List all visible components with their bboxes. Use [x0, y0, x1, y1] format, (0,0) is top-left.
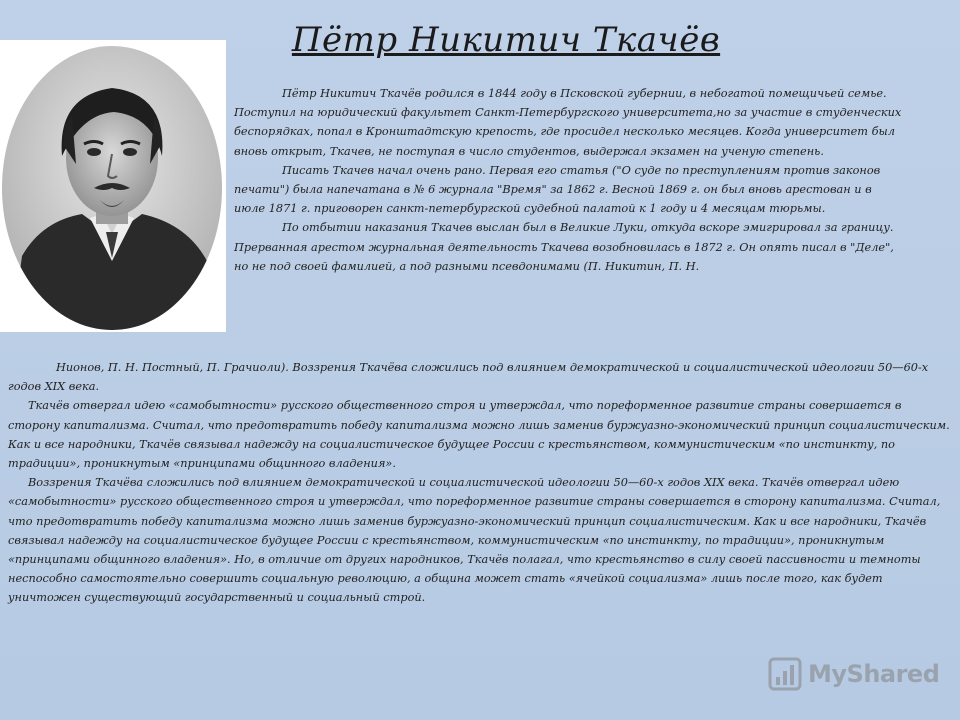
body-text: [8, 358, 956, 608]
portrait-image: [2, 46, 222, 330]
body-paragraph-1: Нионов, П. Н. Постный, П. Грачиоли). Воззрения Ткачёва сложились под влиянием демократической и социалистической идеологии 50—60-х годов XIX века.: [8, 361, 929, 394]
intro-text: [234, 84, 906, 276]
page-title: Пётр Никитич Ткачёв: [291, 20, 721, 60]
intro-paragraph-2: Писать Ткачев начал очень рано. Первая его статья ("О суде по преступлениям против законов печати") была напечатана в № 6 журнала "Время" за 1862 г. Весной 1869 г. он был вновь арестован и в июле 1871 г. приговорен санкт-петербургской судебной палатой к 1 году и 4 месяцам тюрьмы.: [234, 163, 881, 216]
intro-paragraph-1: Пётр Никитич Ткачёв родился в 1844 году в Псковской губернии, в небогатой помещичьей семье. Поступил на юридический факультет Санкт-Петербургского университета,но за участие в студенческих беспорядках, попал в Кронштадтскую крепость, где просидел несколько месяцев. Когда университет был вновь открыт, Ткачев, не поступая в число студентов, выдержал экзамен на ученую степень.: [234, 87, 902, 158]
body-paragraph-2: Ткачёв отвергал идею «самобытности» русского общественного строя и утверждал, что пореформенное развитие страны совершается в сторону капитализма. Считал, что предотвратить победу капитализма можно лишь заменив буржуазно-экономический принцип социалистическим. Как и все народники, Ткачёв связывал надежду на социалистическое будущее России с крестьянством, коммунистическим «по инстинкту, по традиции», проникнутым «принципами общинного владения».: [8, 399, 950, 471]
body-paragraph-3: Воззрения Ткачёва сложились под влиянием демократической и социалистической идеологии 50—60-х годов XIX века. Ткачёв отвергал идею «самобытности» русского общественного строя и утверждал, что пореформенное развитие страны совершается в сторону капитализма. Считал, что предотвратить победу капитализма можно лишь заменив буржуазно-экономический принцип социалистическим. Как и все народники, Ткачёв связывал надежду на социалистическое будущее России с крестьянством, коммунистическим «по инстинкту, по традиции», проникнутым «принципами общинного владения». Но, в отличие от других народников, Ткачёв полагал, что крестьянство в силу своей пассивности и темноты неспособно самостоятельно совершить социальную революцию, а община может стать «ячейкой социализма» лишь после того, как будет уничтожен существующий государственный и социальный строй.: [8, 476, 941, 605]
brand-logo: [768, 656, 939, 692]
intro-paragraph-3: По отбытии наказания Ткачев выслан был в Великие Луки, откуда вскоре эмигрировал за границу. Прерванная арестом журнальная деятельность Ткачева возобновилась в 1872 г. Он опять писал в "Деле", но не под своей фамилией, а под разными псевдонимами (П. Никитин, П. Н.: [234, 221, 894, 273]
myshared-logo-icon: [768, 657, 802, 691]
brand-name: MyShared: [808, 660, 940, 688]
